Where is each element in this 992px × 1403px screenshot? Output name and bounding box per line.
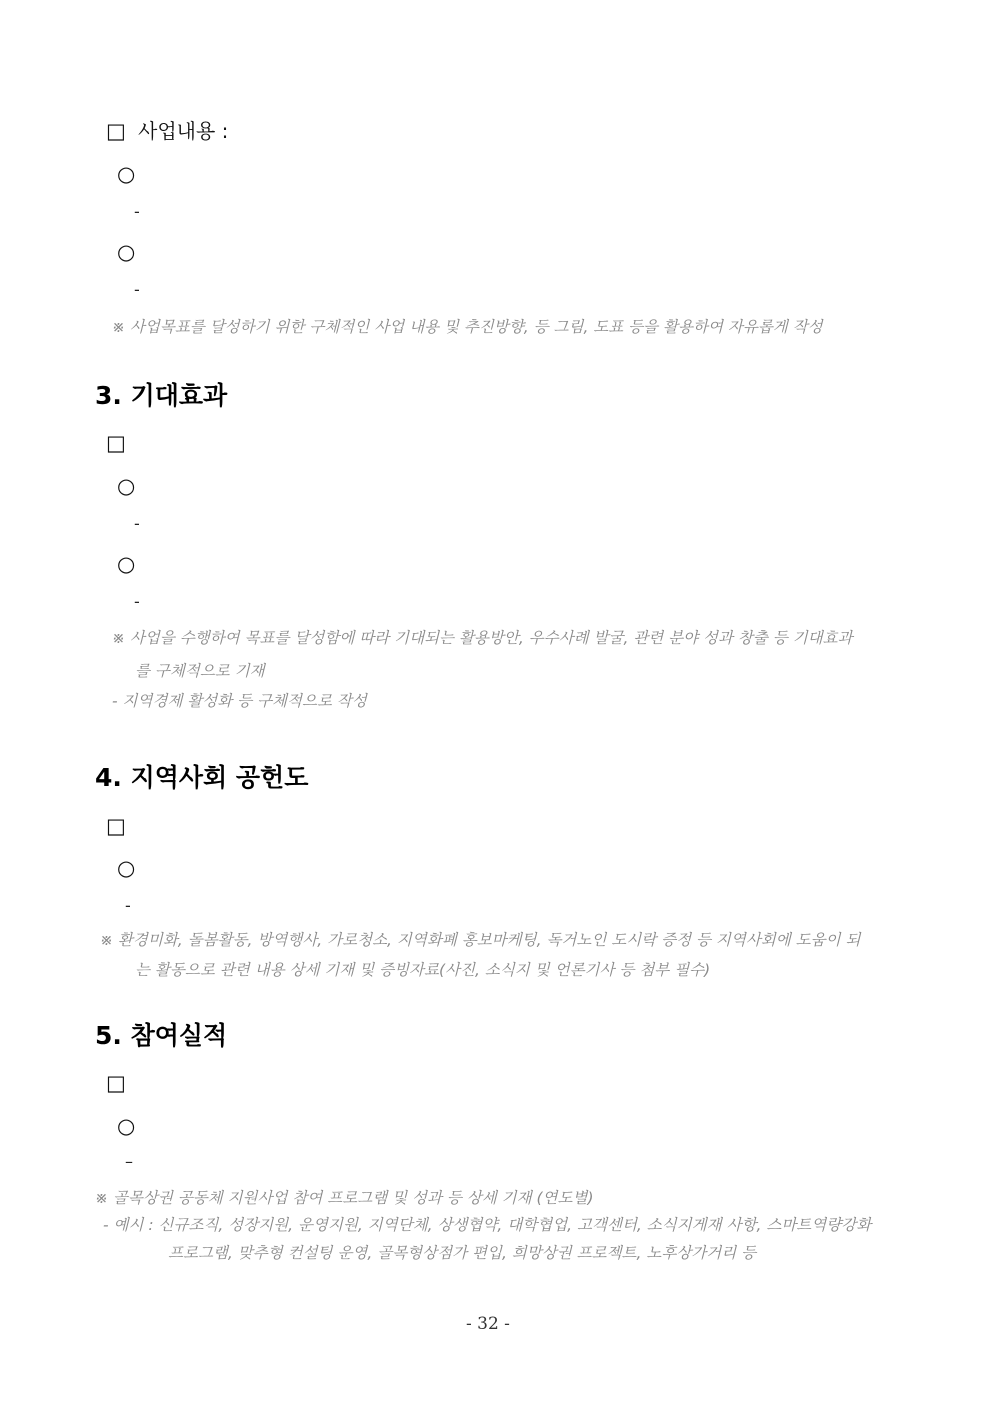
guidance-note: ※ 사업목표를 달성하기 위한 구체적인 사업 내용 및 추진방향, 등 그림, 도표 등을 활용하여 자유롭게 작성 xyxy=(112,318,823,336)
sub-dash: - xyxy=(125,896,131,915)
sub-dash: – xyxy=(125,1152,133,1171)
guidance-example-continued: 프로그램, 맞추형 컨설팅 운영, 골목형상점가 편입, 희망상권 프로젝트, 노후상가거리 등 xyxy=(168,1244,757,1262)
bullet-circle: ○ xyxy=(117,552,136,576)
sub-dash: - xyxy=(134,592,140,611)
section-heading: 3. 기대효과 xyxy=(95,381,228,410)
checkbox-marker: □ xyxy=(106,431,126,455)
section-heading: 5. 참여실적 xyxy=(95,1021,228,1050)
guidance-example: - 예시 : 신규조직, 성장지원, 운영지원, 지역단체, 상생협약, 대학협업, 고객센터, 소식지게재 사항, 스마트역량강화 xyxy=(103,1216,872,1234)
checkbox-marker: □ xyxy=(106,1071,126,1095)
bullet-circle: ○ xyxy=(117,240,136,264)
guidance-note: ※ 골목상권 공동체 지원사업 참여 프로그램 및 성과 등 상세 기재 (연도별) xyxy=(95,1189,594,1207)
guidance-subnote: - 지역경제 활성화 등 구체적으로 작성 xyxy=(112,692,367,710)
business-content-label: 사업내용 : xyxy=(138,119,229,143)
guidance-note: ※ 환경미화, 돌봄활동, 방역행사, 가로청소, 지역화폐 홍보마케팅, 독거노인 도시락 증정 등 지역사회에 도움이 되 xyxy=(100,931,861,949)
guidance-note: ※ 사업을 수행하여 목표를 달성함에 따라 기대되는 활용방안, 우수사례 발굴, 관련 분야 성과 창출 등 기대효과 xyxy=(112,629,853,647)
guidance-note-continued: 를 구체적으로 기재 xyxy=(135,662,265,680)
bullet-circle: ○ xyxy=(117,1114,136,1138)
checkbox-marker: □ xyxy=(106,119,126,143)
section-heading: 4. 지역사회 공헌도 xyxy=(95,763,309,792)
bullet-circle: ○ xyxy=(117,474,136,498)
sub-dash: - xyxy=(134,280,140,299)
bullet-circle: ○ xyxy=(117,162,136,186)
sub-dash: - xyxy=(134,202,140,221)
bullet-circle: ○ xyxy=(117,856,136,880)
checkbox-marker: □ xyxy=(106,814,126,838)
page-number: - 32 - xyxy=(466,1314,510,1334)
sub-dash: - xyxy=(134,514,140,533)
guidance-note-continued: 는 활동으로 관련 내용 상세 기재 및 증빙자료(사진, 소식지 및 언론기사 등 첨부 필수) xyxy=(135,961,711,979)
